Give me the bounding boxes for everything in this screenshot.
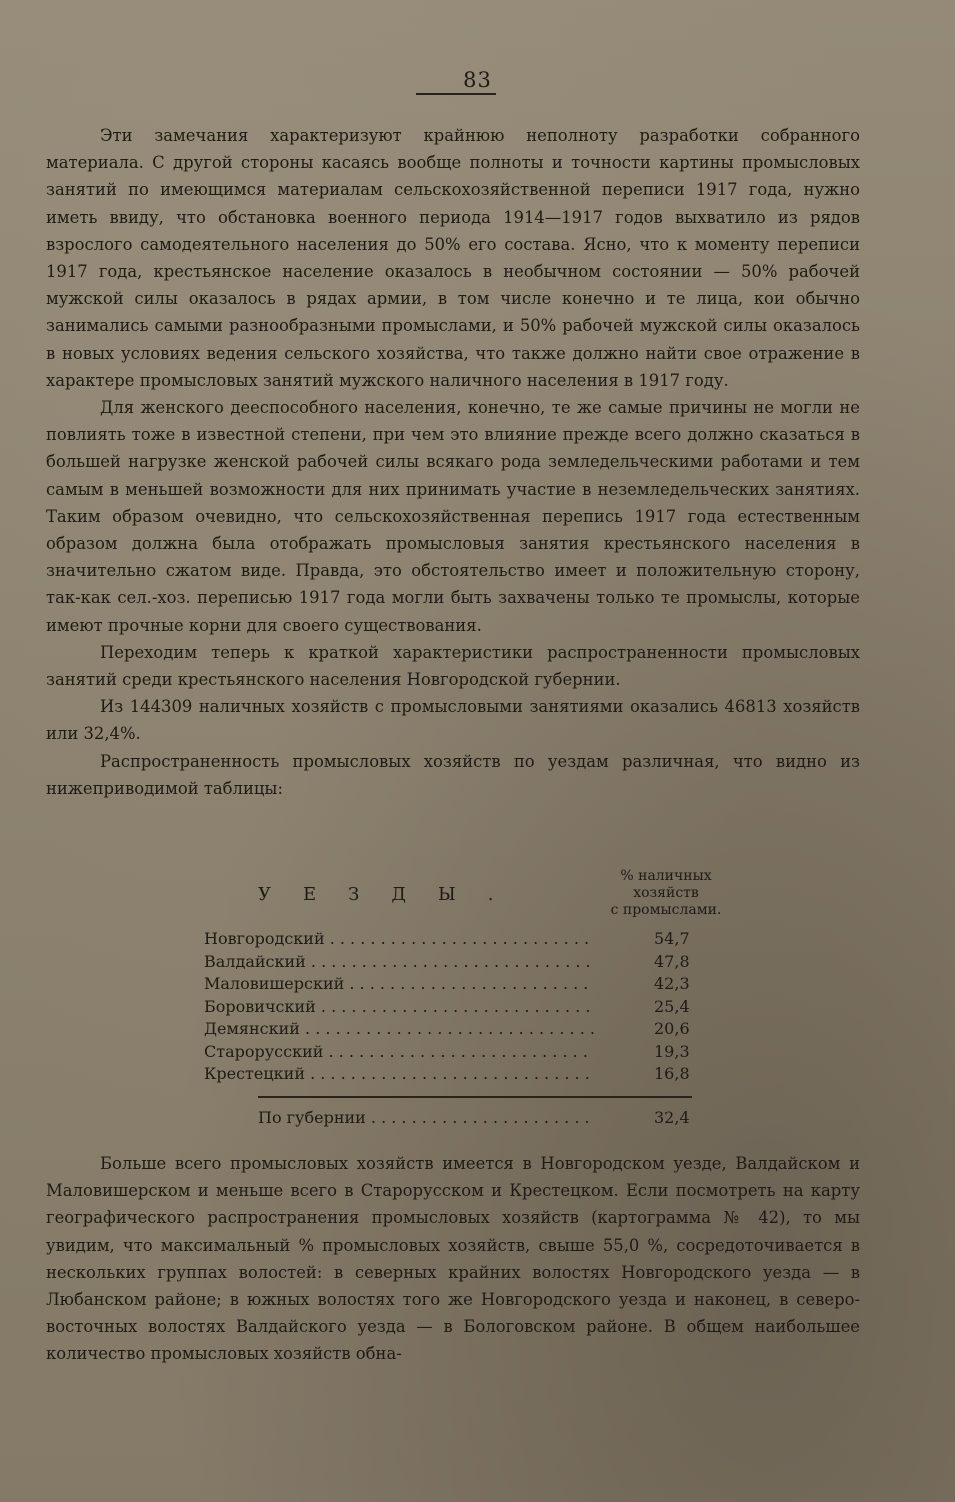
district-value: 20,6 — [654, 1019, 690, 1038]
table-row — [204, 1018, 704, 1041]
table-row — [204, 1063, 704, 1086]
table-row — [204, 928, 704, 951]
district-name: Валдайский . . . — [204, 951, 594, 974]
table-row — [204, 973, 704, 996]
district-value: 54,7 — [654, 929, 690, 948]
district-value: 16,8 — [654, 1064, 690, 1083]
table-header-line: с промыслами. — [610, 902, 722, 918]
paragraph: Для женского дееспособного населения, конечно, те же самые причины не могли не повлиять тоже в известной степени, при чем это влияние прежде всего должно сказаться в большей нагрузке женской рабочей силы всякаго рода земледельческими работами и тем самым в меньшей возможности для них принимать участие в неземледельческих занятиях. Таким образом очевидно, что сельскохозяйственная перепись 1917 года естественным образом должна была отображать промысловыя занятия крестьянского населения в значительно сжатом виде. Правда, это обстоятельство имеет и положительную сторону, так-как сел.-хоз. переписью 1917 года могли быть захвачены только те промыслы, которые имеют прочные корни для своего существования. — [46, 398, 860, 635]
body-text-upper — [46, 122, 860, 802]
table-row — [204, 996, 704, 1019]
district-value: 42,3 — [654, 974, 690, 993]
table-total-row — [258, 1107, 698, 1129]
district-value: 25,4 — [654, 996, 690, 1016]
paragraph: Эти замечания характеризуют крайнюю неполноту разработки собранного материала. С другой стороны касаясь вообще полноты и точности картины промысловых занятий по имеющимся материалам сельскохозяйственной переписи 1917 года, нужно иметь ввиду, что обстановка военного периода 1914—1917 годов выхватило из рядов взрослого самодеятельного населения до 50% его состава. Ясно, что к моменту переписи 1917 года, крестьянское население оказалось в необычном состоянии — 50% рабочей мужской силы оказалось в рядах армии, в том числе конечно и те лица, кои обычно занимались самыми разнообразными промыслами, и 50% рабочей мужской силы оказалось в новых условиях ведения сельского хозяйства, что также должно найти свое отражение в характере промысловых занятий мужского наличного населения в 1917 году. — [46, 126, 860, 390]
body-text-lower — [46, 1150, 860, 1368]
table-row — [204, 951, 704, 974]
page-number: 83 — [463, 68, 492, 92]
district-name: Новгородский . . . — [204, 928, 594, 951]
table-header-percent — [596, 868, 736, 919]
paragraph: Распространенность промысловых хозяйств по уездам различная, что видно из нижеприводимой таблицы: — [46, 751, 860, 798]
total-value: 32,4 — [654, 1108, 690, 1127]
page-number-rule — [416, 93, 496, 95]
table-header-line: хозяйств — [633, 885, 699, 901]
district-value: 47,8 — [654, 951, 690, 971]
district-value: 19,3 — [654, 1041, 690, 1061]
table-header-line: % наличных — [620, 868, 712, 884]
table-row — [204, 1041, 704, 1064]
table-header-districts: УЕЗДЫ. — [258, 884, 526, 905]
district-name: Старорусский . . . — [204, 1041, 594, 1064]
district-name: Маловишерский . . . — [204, 973, 594, 996]
district-name: Боровичский . . . — [204, 996, 594, 1019]
total-label: По губернии . . . — [258, 1107, 588, 1129]
district-name: Крестецкий . . . — [204, 1063, 594, 1086]
paragraph: Из 144309 наличных хозяйств с промысловыми занятиями оказались 46813 хозяйств или 32,4%. — [46, 697, 860, 744]
district-table — [204, 928, 704, 1086]
paragraph: Переходим теперь к краткой характеристики распространенности промысловых занятий среди крестьянского населения Новгородской губернии. — [46, 642, 860, 690]
district-name: Демянский . . . — [204, 1018, 594, 1041]
table-total-rule — [258, 1096, 692, 1098]
paragraph: Больше всего промысловых хозяйств имеется в Новгородском уезде, Валдайском и Маловишерском и меньше всего в Старорусском и Крестецком. Если посмотреть на карту географического распространения промысловых хозяйств (картограмма № 42), то мы увидим, что максимальный % промысловых хозяйств, свыше 55,0 %, сосредоточивается в нескольких группах волостей: в северных крайних волостях Новгородского уезда — в Любанском районе; в южных волостях того же Новгородского уезда и наконец, в северо-восточных волостях Валдайского уезда — в Бологовском районе. В общем наибольшее количество промысловых хозяйств обна- — [46, 1154, 860, 1364]
